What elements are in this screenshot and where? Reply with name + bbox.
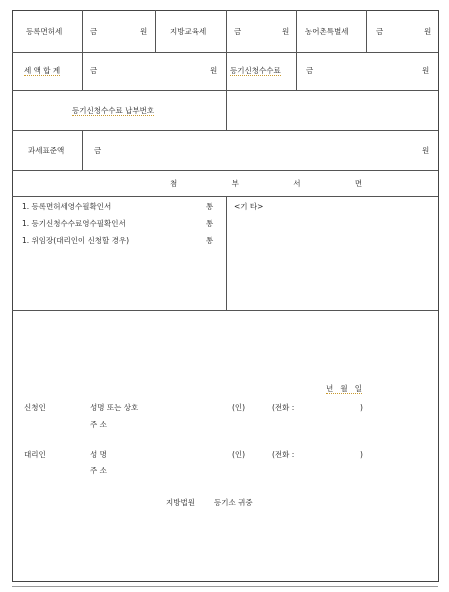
applicant-label: 신청인 <box>24 403 46 412</box>
col-divider <box>82 10 83 52</box>
phone-close: ) <box>360 403 363 412</box>
agent-name-label: 성 명 <box>90 450 107 459</box>
geum-text: 금 <box>94 146 102 155</box>
attachments-header: 첨 부 서 면 <box>170 179 389 188</box>
col-divider <box>155 10 156 52</box>
agent-address-label: 주 소 <box>90 466 107 475</box>
rural-tax-label: 농어촌특별세 <box>305 27 349 36</box>
agent-phone-label: (전화 : <box>272 450 295 459</box>
won-text: 원 <box>140 27 148 36</box>
geum-text: 금 <box>90 27 98 36</box>
local-edu-tax-label: 지방교육세 <box>170 27 207 36</box>
col-divider <box>82 130 83 170</box>
court-footer: 지방법원 등기소 귀중 <box>166 498 253 507</box>
attachment-item: 1. 등기신청수수료영수필확인서 <box>22 219 126 228</box>
attachment-unit: 통 <box>206 236 214 245</box>
won-text: 원 <box>424 27 432 36</box>
fee-label: 등기신청수수료 <box>230 66 281 75</box>
attachment-item: 1. 등록면허세영수필확인서 <box>22 202 112 211</box>
tax-total-label: 세 액 합 계 <box>24 66 61 75</box>
row-divider <box>12 170 438 171</box>
col-divider <box>226 90 227 130</box>
won-text: 원 <box>422 146 430 155</box>
col-divider <box>296 52 297 90</box>
tax-base-label: 과세표준액 <box>28 146 65 155</box>
geum-text: 금 <box>306 66 314 75</box>
geum-text: 금 <box>234 27 242 36</box>
row-divider <box>12 310 438 311</box>
agent-phone-close: ) <box>360 450 363 459</box>
attachment-unit: 통 <box>206 219 214 228</box>
address-label: 주 소 <box>90 420 107 429</box>
row-divider <box>12 586 438 587</box>
col-divider <box>226 196 227 310</box>
agent-seal-mark: (인) <box>232 450 246 459</box>
attachment-item: 1. 위임장(대리인이 신청할 경우) <box>22 236 130 245</box>
won-text: 원 <box>282 27 290 36</box>
seal-mark: (인) <box>232 403 246 412</box>
row-divider <box>12 196 438 197</box>
geum-text: 금 <box>376 27 384 36</box>
won-text: 원 <box>422 66 430 75</box>
phone-label: (전화 : <box>272 403 295 412</box>
other-label: <기 타> <box>234 202 264 211</box>
name-or-trade-label: 성명 또는 상호 <box>90 403 139 412</box>
col-divider <box>82 52 83 90</box>
col-divider <box>226 10 227 52</box>
col-divider <box>366 10 367 52</box>
row-divider <box>12 90 438 91</box>
col-divider <box>226 52 227 90</box>
won-text: 원 <box>210 66 218 75</box>
fee-payment-no-label: 등기신청수수료 납부번호 <box>72 106 155 115</box>
agent-label: 대리인 <box>24 450 46 459</box>
row-divider <box>12 52 438 53</box>
geum-text: 금 <box>90 66 98 75</box>
attachment-unit: 통 <box>206 202 214 211</box>
date-line: 년 월 일 <box>326 384 363 393</box>
col-divider <box>296 10 297 52</box>
row-divider <box>12 130 438 131</box>
reg-tax-label: 등록면허세 <box>26 27 63 36</box>
